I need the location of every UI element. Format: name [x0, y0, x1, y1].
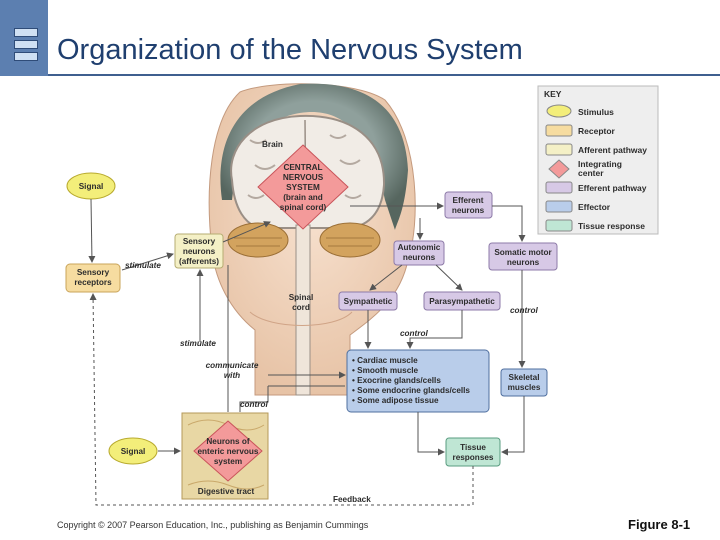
- key-item-efferent-pathway: [546, 182, 647, 193]
- svg-text:Tissueresponses: Tissue responses: [452, 443, 494, 462]
- edge-label-control-2: control: [400, 329, 428, 338]
- autonomic-neurons-box: [394, 241, 444, 265]
- key-swatch: [546, 201, 572, 212]
- svg-text:Skeletalmuscles: Skeletal muscles: [507, 373, 541, 392]
- key-label: Efferent pathway: [578, 183, 647, 193]
- key-label: Tissue response: [578, 221, 645, 231]
- key-item-stimulus: [547, 105, 614, 117]
- svg-text:Parasympathetic: Parasympathetic: [429, 297, 495, 306]
- somatic-motor-neurons-box: [489, 243, 557, 270]
- edge-label-control-1: control: [240, 400, 268, 409]
- key-label: Stimulus: [578, 107, 614, 117]
- key-label: Integrating center: [578, 159, 622, 178]
- signal-bottom: [109, 438, 157, 464]
- svg-text:Sensoryneurons(afferents): Sensory neurons (afferents): [178, 237, 220, 266]
- slide-title: Organization of the Nervous System: [57, 34, 523, 66]
- parasympathetic-box: [424, 292, 500, 310]
- key-item-receptor: [546, 125, 616, 136]
- key-label: Receptor: [578, 126, 615, 136]
- edge-label-stimulate-2: stimulate: [180, 339, 216, 348]
- svg-text:Neurons ofenteric nervoussyste: Neurons of enteric nervous system: [197, 437, 259, 466]
- edge-label-control-3: control: [510, 306, 538, 315]
- efferent-neurons-box: [445, 192, 492, 218]
- brain-label: Brain: [262, 140, 283, 149]
- edge-label-feedback: Feedback: [333, 495, 371, 504]
- key-item-effector: [546, 201, 611, 212]
- svg-text:Digestive tract: Digestive tract: [197, 487, 255, 496]
- key-swatch: [547, 105, 571, 117]
- key-swatch: [546, 182, 572, 193]
- svg-text:Signal: Signal: [120, 447, 146, 456]
- figure-label: Figure 8-1: [628, 517, 691, 532]
- key-swatch: [546, 125, 572, 136]
- head-illustration: [209, 84, 415, 395]
- sympathetic-box: [339, 292, 397, 310]
- key-label: Afferent pathway: [578, 145, 647, 155]
- key-heading: KEY: [544, 89, 562, 99]
- skeletal-muscles-box: [501, 369, 547, 396]
- digestive-tract-panel: [182, 413, 268, 499]
- key-swatch: [546, 144, 572, 155]
- svg-text:Sympathetic: Sympathetic: [343, 297, 393, 306]
- tissue-responses-box: [446, 438, 500, 466]
- key-label: Effector: [578, 202, 611, 212]
- spinal-cord-label: Spinal cord: [288, 293, 314, 312]
- svg-text:Efferentneurons: Efferent neurons: [451, 196, 485, 215]
- effectors-box: [347, 350, 489, 412]
- key-swatch: [546, 220, 572, 231]
- svg-text:CENTRALNERVOUSSYSTEM(brain and: CENTRAL NERVOUS SYSTEM (brain and spinal cord): [279, 163, 327, 212]
- edge-label-stimulate-1: stimulate: [125, 261, 161, 270]
- signal-top: [67, 173, 115, 199]
- key-item-tissue-response: [546, 220, 645, 231]
- svg-text:Autonomicneurons: Autonomic neurons: [397, 243, 441, 262]
- copyright-text: Copyright © 2007 Pearson Education, Inc., publishing as Benjamin Cummings: [57, 520, 369, 530]
- svg-text:Signal: Signal: [78, 182, 104, 191]
- sensory-neurons-box: [175, 234, 223, 268]
- edge-label-communicate: communicate with: [205, 361, 259, 380]
- svg-text:Sensoryreceptors: Sensory receptors: [74, 268, 112, 287]
- sensory-receptors-box: [66, 264, 120, 292]
- key-panel: [538, 86, 658, 234]
- key-item-afferent-pathway: [546, 144, 647, 155]
- svg-text:• Cardiac muscle• Smooth muscl: • Cardiac muscle • Smooth muscle • Exocrine glands/cells • Some endocrine glands/cells • Some adipose tissue: [352, 356, 470, 405]
- svg-text:Somatic motorneurons: Somatic motor neurons: [494, 248, 552, 267]
